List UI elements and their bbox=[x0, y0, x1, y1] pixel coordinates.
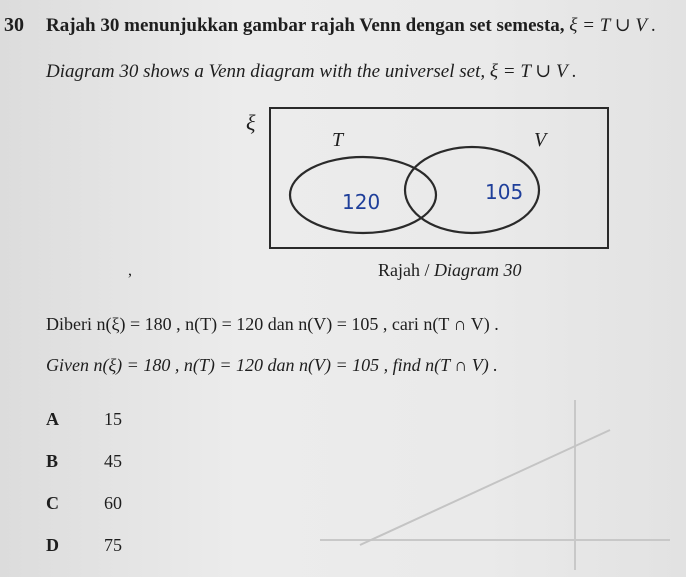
question-text-malay-body: Rajah 30 menunjukkan gambar rajah Venn dengan set semesta, bbox=[46, 15, 565, 36]
t-only-value: 120 bbox=[342, 190, 381, 214]
set-t-label: T bbox=[332, 129, 344, 151]
given-text-english: Given n(ξ) = 180 , n(T) = 120 dan n(V) = 105 , find n(T ∩ V) . bbox=[46, 355, 498, 375]
option-c[interactable] bbox=[46, 493, 122, 514]
venn-diagram bbox=[246, 104, 612, 254]
option-b[interactable] bbox=[46, 451, 122, 472]
option-letter: C bbox=[46, 493, 59, 513]
set-v-label: V bbox=[534, 129, 547, 151]
option-value: 15 bbox=[104, 409, 122, 429]
show-through-line bbox=[360, 430, 610, 545]
question-text-malay bbox=[46, 14, 656, 37]
option-value: 75 bbox=[104, 535, 122, 555]
question-number: 30 bbox=[4, 14, 24, 36]
option-a[interactable] bbox=[46, 409, 122, 430]
question-text-english bbox=[46, 60, 577, 83]
diagram-caption-malay: Rajah / bbox=[378, 260, 434, 280]
option-d[interactable] bbox=[46, 535, 122, 556]
option-value: 60 bbox=[104, 493, 122, 513]
universal-set-malay: ξ = T ∪ V . bbox=[569, 15, 657, 36]
v-only-value: 105 bbox=[485, 180, 524, 204]
universal-set-english: ξ = T ∪ V . bbox=[489, 61, 577, 82]
stray-mark: , bbox=[128, 262, 132, 279]
question-text-english-body: Diagram 30 shows a Venn diagram with the universel set, bbox=[46, 61, 486, 82]
option-letter: B bbox=[46, 451, 59, 471]
given-text-malay: Diberi n(ξ) = 180 , n(T) = 120 dan n(V) = 105 , cari n(T ∩ V) . bbox=[46, 314, 499, 334]
universal-set-symbol: ξ bbox=[246, 110, 256, 135]
option-letter: A bbox=[46, 409, 59, 429]
diagram-caption bbox=[378, 260, 522, 281]
option-letter: D bbox=[46, 535, 59, 555]
show-through-graph-lines bbox=[300, 390, 680, 575]
diagram-caption-english: Diagram 30 bbox=[434, 260, 522, 280]
option-value: 45 bbox=[104, 451, 122, 471]
